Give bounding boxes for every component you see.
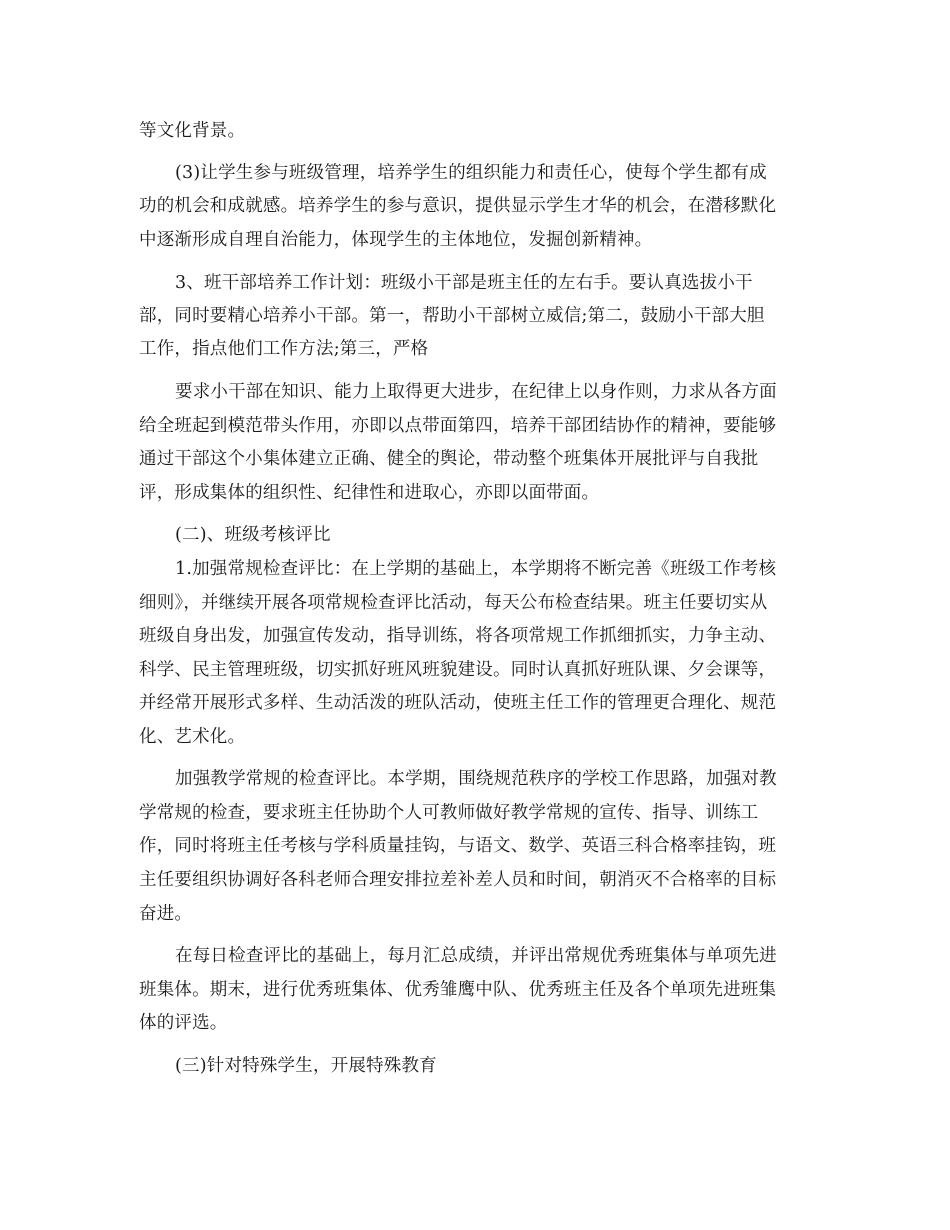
text-line: 在每日检查评比的基础上，每月汇总成绩，并评出常规优秀班集体与单项先进 [175,946,777,966]
text-line: 细则》，并继续开展各项常规检查评比活动，每天公布检查结果。班主任要切实从 [139,593,768,613]
text-line: 化、艺术化。 [139,727,246,747]
text-line: 功的机会和成就感。培养学生的参与意识，提供显示学生才华的机会，在潜移默化 [139,196,777,216]
text-line: 作，同时将班主任考核与学科质量挂钩，与语文、数学、英语三科合格率挂钩，班 [139,836,777,856]
text-line: 班集体。期末，进行优秀班集体、优秀雏鹰中队、优秀班主任及各个单项先进班集 [139,980,777,1000]
text-line: 并经常开展形式多样、生动活泼的班队活动，使班主任工作的管理更合理化、规范 [139,693,777,713]
text-line: 工作，指点他们工作方法;第三，严格 [139,339,429,359]
text-line: 体的评选。 [139,1013,228,1033]
text-line: 等文化背景。 [139,121,246,141]
text-line: (3)让学生参与班级管理，培养学生的组织能力和责任心，使每个学生都有成 [175,163,767,183]
text-line: 评，形成集体的组织性、纪律性和进取心，亦即以面带面。 [139,483,600,503]
text-line: 学常规的检查，要求班主任协助个人可教师做好教学常规的宣传、指导、训练工 [139,803,759,823]
section-heading: (二)、班级考核评比 [175,525,331,545]
text-line: 通过干部这个小集体建立正确、健全的舆论，带动整个班集体开展批评与自我批 [139,449,759,469]
text-line: 中逐渐形成自理自治能力，体现学生的主体地位，发掘创新精神。 [139,230,653,250]
text-line: 1.加强常规检查评比：在上学期的基础上，本学期将不断完善《班级工作考核 [175,559,777,579]
text-line: 加强教学常规的检查评比。本学期，围绕规范秩序的学校工作思路，加强对教 [175,769,777,789]
text-line: 要求小干部在知识、能力上取得更大进步，在纪律上以身作则，力求从各方面 [175,382,777,402]
text-line: 奋进。 [139,904,193,924]
text-line: 部，同时要精心培养小干部。第一，帮助小干部树立威信;第二，鼓励小干部大胆 [139,306,765,326]
section-heading: (三)针对特殊学生，开展特殊教育 [175,1056,437,1076]
text-line: 科学、民主管理班级，切实抓好班风班貌建设。同时认真抓好班队课、夕会课等， [139,660,777,680]
text-line: 3、班干部培养工作计划：班级小干部是班主任的左右手。要认真选拔小干 [175,273,753,293]
text-line: 给全班起到模范带头作用，亦即以点带面第四，培养干部团结协作的精神，要能够 [139,416,777,436]
text-line: 班级自身出发，加强宣传发动，指导训练，将各项常规工作抓细抓实，力争主动、 [139,626,777,646]
text-line: 主任要组织协调好各科老师合理安排拉差补差人员和时间，朝消灭不合格率的目标 [139,870,777,890]
